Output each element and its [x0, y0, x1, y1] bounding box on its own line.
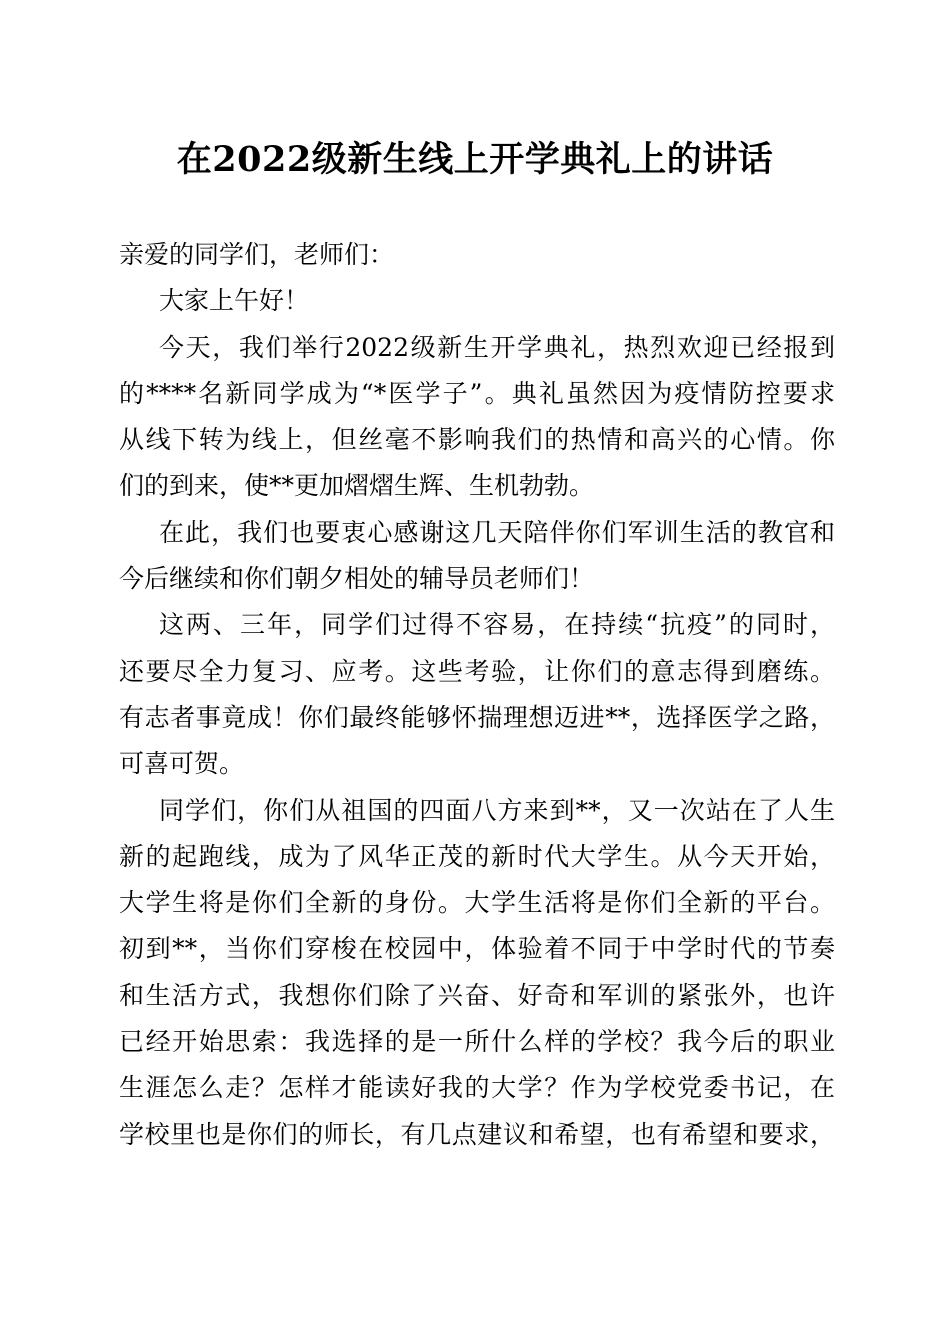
paragraph-3-line-1: 这两、三年，同学们过得不容易，在持续“抗疫”的同时，	[159, 610, 835, 640]
paragraph-1-line-3: 从线下转为线上，但丝毫不影响我们的热情和高兴的心情。你	[119, 425, 835, 455]
document-body	[119, 232, 835, 1158]
paragraph-4-line-6: 已经开始思索：我选择的是一所什么样的学校？我今后的职业	[119, 1027, 835, 1057]
paragraph-4-line-5: 和生活方式，我想你们除了兴奋、好奇和军训的紧张外，也许	[119, 980, 835, 1010]
paragraph-4-line-8: 学校里也是你们的师长，有几点建议和希望，也有希望和要求，	[119, 1119, 835, 1149]
paragraph-1-line-4: 们的到来，使**更加熠熠生辉、生机勃勃。	[119, 471, 595, 501]
paragraph-2-line-2: 今后继续和你们朝夕相处的辅导员老师们！	[119, 564, 595, 594]
paragraph-2-line-1: 在此，我们也要衷心感谢这几天陪伴你们军训生活的教官和	[159, 517, 835, 547]
paragraph-1-line-2: 的****名新同学成为“*医学子”。典礼虽然因为疫情防控要求	[119, 378, 835, 408]
paragraph-4-line-3: 大学生将是你们全新的身份。大学生活将是你们全新的平台。	[119, 888, 835, 918]
paragraph-3-line-2: 还要尽全力复习、应考。这些考验，让你们的意志得到磨练。	[119, 656, 835, 686]
paragraph-4-line-1: 同学们，你们从祖国的四面八方来到**，又一次站在了人生	[159, 795, 835, 825]
paragraph-4-line-2: 新的起跑线，成为了风华正茂的新时代大学生。从今天开始，	[119, 841, 835, 871]
document-title: 在2022级新生线上开学典礼上的讲话	[176, 139, 774, 180]
greeting-line: 大家上午好！	[159, 286, 310, 316]
paragraph-4-line-7: 生涯怎么走？怎样才能读好我的大学？作为学校党委书记，在	[119, 1073, 835, 1103]
paragraph-3-line-4: 可喜可贺。	[119, 749, 245, 779]
salutation-line: 亲爱的同学们，老师们：	[119, 240, 395, 269]
paragraph-3-line-3: 有志者事竟成！你们最终能够怀揣理想迈进**，选择医学之路，	[119, 702, 835, 732]
paragraph-4-line-4: 初到**，当你们穿梭在校园中，体验着不同于中学时代的节奏	[119, 934, 835, 964]
paragraph-1-line-1: 今天，我们举行2022级新生开学典礼，热烈欢迎已经报到	[159, 332, 835, 362]
